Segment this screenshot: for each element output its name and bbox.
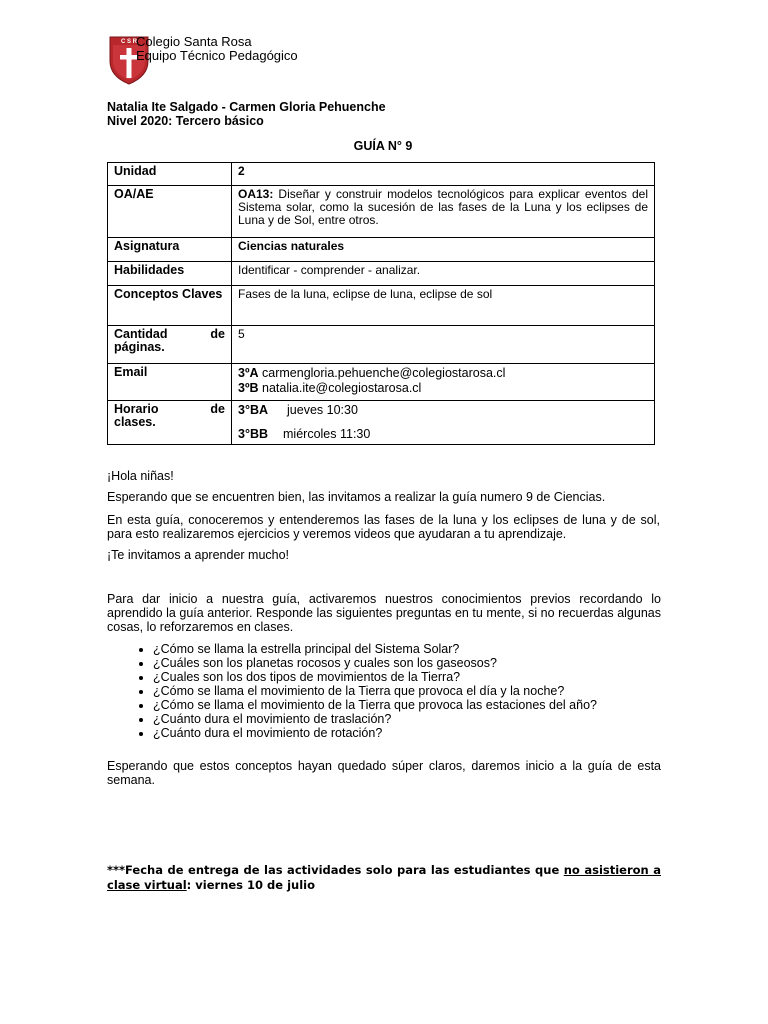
course-3a: 3ºA bbox=[238, 366, 259, 380]
school-header bbox=[108, 33, 408, 87]
list-item: • ¿Cómo se llama el movimiento de la Tierra que provoca el día y la noche? bbox=[153, 684, 597, 698]
list-item: • ¿Cómo se llama la estrella principal del Sistema Solar? bbox=[153, 642, 597, 656]
authors-block bbox=[107, 100, 386, 128]
course-3b: 3ºB bbox=[238, 381, 259, 395]
deadline-prefix: ***Fecha de entrega de las actividades solo para las estudiantes que bbox=[107, 863, 564, 877]
deadline-date: viernes 10 de julio bbox=[191, 878, 315, 892]
table-row bbox=[108, 238, 655, 262]
prior-knowledge-paragraph: Para dar inicio a nuestra guía, activaremos nuestros conocimientos previos recordando lo aprendido la guía anterior. Responde las siguientes preguntas en tu mente, si no recuerdas algunas cosas, lo reforzaremos en clases. bbox=[107, 592, 661, 634]
schedule-value bbox=[232, 401, 655, 445]
closing-paragraph: Esperando que estos conceptos hayan quedado súper claros, daremos inicio a la guía de esta semana. bbox=[107, 759, 661, 787]
list-item: • ¿Cuales son los dos tipos de movimientos de la Tierra? bbox=[153, 670, 597, 684]
oa-code: OA13: bbox=[238, 187, 274, 201]
schedule-3bb: miércoles 11:30 bbox=[283, 427, 371, 441]
table-row bbox=[108, 186, 655, 238]
concepts-value: Fases de la luna, eclipse de luna, eclipse de sol bbox=[232, 286, 655, 326]
greeting: ¡Hola niñas! bbox=[107, 469, 174, 483]
schedule-label: Horario de clases. bbox=[108, 401, 232, 445]
guide-title: GUÍA N° 9 bbox=[353, 139, 413, 153]
email-3a: carmengloria.pehuenche@colegiostarosa.cl bbox=[258, 366, 506, 380]
questions-list bbox=[107, 642, 597, 740]
course-3bb: 3°BB bbox=[238, 427, 269, 441]
table-row bbox=[108, 163, 655, 186]
deadline-underlined: no asistieron a clase virtual bbox=[107, 863, 661, 892]
svg-text:C S R: C S R bbox=[120, 39, 138, 45]
concepts-label: Conceptos Claves bbox=[108, 286, 232, 326]
unit-value: 2 bbox=[232, 163, 655, 186]
list-item: • ¿Cuánto dura el movimiento de rotación? bbox=[153, 726, 597, 740]
school-name: Colegio Santa Rosa bbox=[136, 34, 252, 49]
table-row bbox=[108, 326, 655, 364]
list-item: • ¿Cómo se llama el movimiento de la Tierra que provoca las estaciones del año? bbox=[153, 698, 597, 712]
email-label: Email bbox=[108, 364, 232, 401]
list-item: • ¿Cuánto dura el movimiento de traslación? bbox=[153, 712, 597, 726]
teacher-names: Natalia Ite Salgado - Carmen Gloria Pehuenche bbox=[107, 100, 386, 114]
topic-paragraph: En esta guía, conoceremos y entenderemos las fases de la luna y los eclipses de luna y de sol, para esto realizaremos ejercicios y veremos videos que ayudaran a tu aprendizaje. bbox=[107, 513, 660, 541]
pages-label: Cantidad de páginas. bbox=[108, 326, 232, 364]
encouragement: ¡Te invitamos a aprender mucho! bbox=[107, 548, 290, 562]
intro-paragraph: Esperando que se encuentren bien, las invitamos a realizar la guía numero 9 de Ciencias. bbox=[107, 490, 606, 504]
schedule-3ba: jueves 10:30 bbox=[287, 403, 358, 417]
deadline-note: ***Fecha de entrega de las actividades solo para las estudiantes que no asistieron a clase virtual: viernes 10 de julio bbox=[107, 863, 661, 892]
oa-description: Diseñar y construir modelos tecnológicos para explicar eventos del Sistema solar, como la sucesión de las fases de la Luna y los eclipses de Luna y de Sol, entre otros. bbox=[238, 187, 648, 227]
course-3ba: 3°BA bbox=[238, 403, 269, 417]
unit-label: Unidad bbox=[108, 163, 232, 186]
email-value bbox=[232, 364, 655, 401]
subject-value: Ciencias naturales bbox=[232, 238, 655, 262]
oa-label: OA/AE bbox=[108, 186, 232, 238]
school-department: Equipo Técnico Pedagógico bbox=[136, 48, 298, 63]
table-row bbox=[108, 286, 655, 326]
table-row bbox=[108, 262, 655, 286]
table-row bbox=[108, 364, 655, 401]
grade-level: Nivel 2020: Tercero básico bbox=[107, 114, 264, 128]
list-item: • ¿Cuáles son los planetas rocosos y cuales son los gaseosos? bbox=[153, 656, 597, 670]
skills-label: Habilidades bbox=[108, 262, 232, 286]
table-row bbox=[108, 401, 655, 445]
subject-label: Asignatura bbox=[108, 238, 232, 262]
email-3b: natalia.ite@colegiostarosa.cl bbox=[258, 381, 422, 395]
pages-value: 5 bbox=[232, 326, 655, 364]
skills-value: Identificar - comprender - analizar. bbox=[232, 262, 655, 286]
guide-info-table bbox=[107, 162, 655, 445]
oa-value bbox=[232, 186, 655, 238]
